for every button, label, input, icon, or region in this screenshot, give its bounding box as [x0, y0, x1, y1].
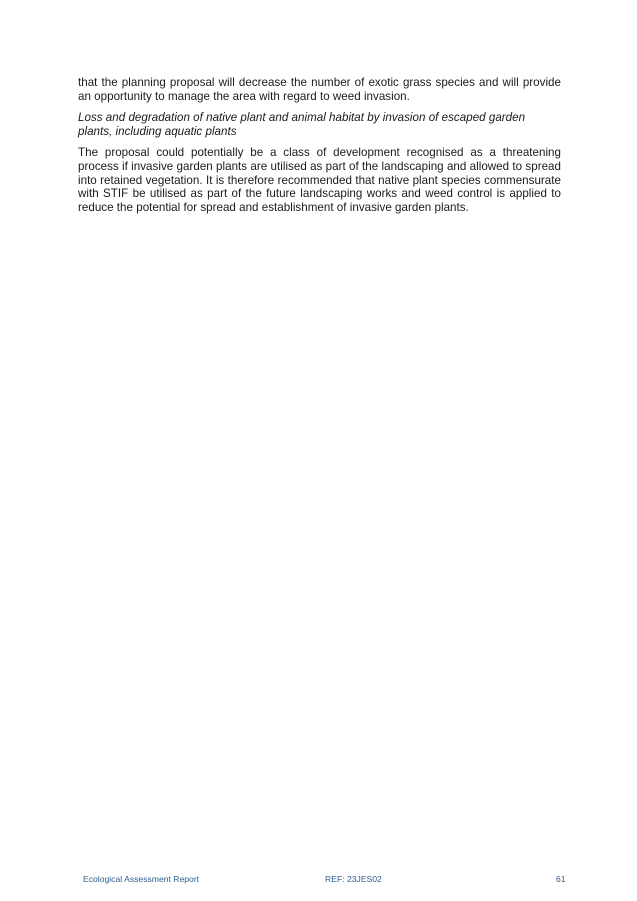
subheading-paragraph: Loss and degradation of native plant and animal habitat by invasion of escaped garden plants, including aquatic plants — [78, 111, 526, 138]
footer-reference: REF: 23JES02 — [325, 874, 382, 884]
body-paragraph: The proposal could potentially be a class of development recognised as a threatening process if invasive garden plants are utilised as part of the landscaping and allowed to spread into retained vegetation. It is therefore recommended that native plant species commensurate with STIF be utilised as part of the future landscaping works and weed control is applied to reduce the potential for spread and establishment of invasive garden plants. — [78, 146, 561, 214]
footer-report-title: Ecological Assessment Report — [83, 874, 200, 884]
page-body — [78, 76, 561, 222]
body-paragraph: that the planning proposal will decrease the number of exotic grass species and will provide an opportunity to manage the area with regard to weed invasion. — [78, 76, 561, 103]
page-footer — [0, 874, 637, 888]
footer-page-number: 61 — [556, 874, 566, 884]
